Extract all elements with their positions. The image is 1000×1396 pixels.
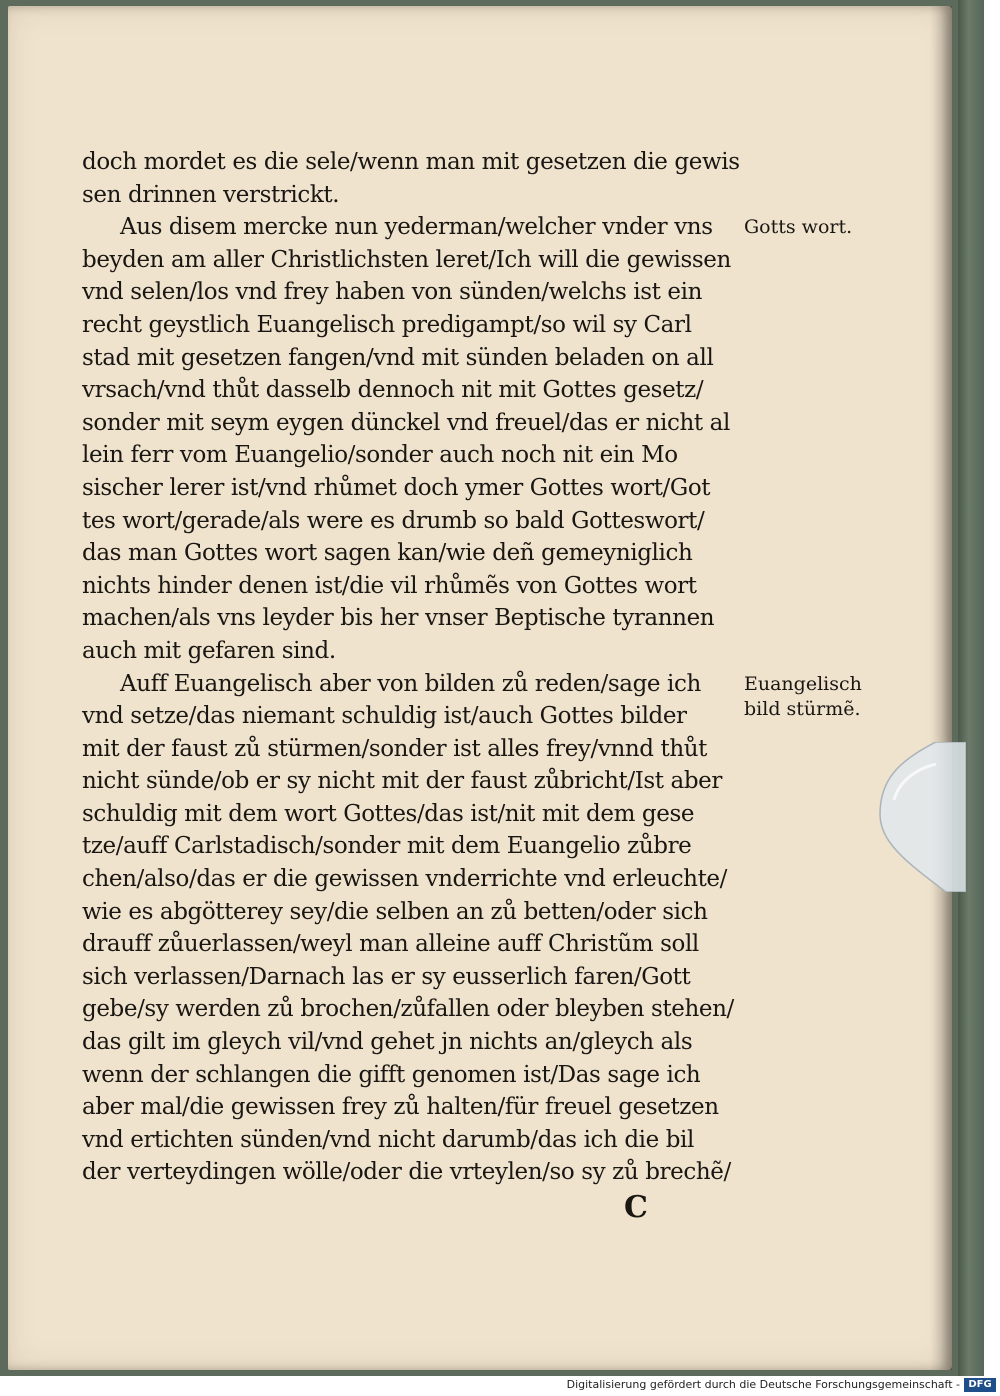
- margin-note-line: Euangelisch: [744, 672, 862, 695]
- text-line: nicht sünde/ob er sy nicht mit der faust zůbricht/Ist aber: [82, 768, 722, 795]
- text-line: gebe/sy werden zů brochen/zůfallen oder bleyben stehen/: [82, 996, 734, 1023]
- text-line: der verteydingen wölle/oder die vrteylen/so sy zů brechẽ/: [82, 1159, 731, 1186]
- text-line: lein ferr vom Euangelio/sonder auch noch nit ein Mo: [82, 442, 678, 469]
- text-line: chen/also/das er die gewissen vnderrichte vnd erleuchte/: [82, 866, 727, 893]
- margin-note: [744, 672, 862, 722]
- dfg-logo: DFG: [964, 1378, 996, 1392]
- text-line: aber mal/die gewissen frey zů halten/für freuel gesetzen: [82, 1094, 719, 1121]
- text-line: schuldig mit dem wort Gottes/das ist/nit mit dem gese: [82, 800, 695, 827]
- text-line: drauff zůuerlassen/weyl man alleine auff Christũm soll: [82, 931, 699, 958]
- text-line: machen/als vns leyder bis her vnser Beptische tyrannen: [82, 605, 715, 632]
- text-line: das gilt im gleych vil/vnd gehet jn nichts an/gleych als: [82, 1029, 693, 1056]
- margin-note-line: bild stürmẽ.: [744, 697, 861, 720]
- text-line: doch mordet es die sele/wenn man mit gesetzen die gewis: [82, 149, 740, 175]
- plastic-clip: [876, 742, 966, 892]
- margin-note: [744, 215, 852, 240]
- signature-mark: C: [624, 1190, 648, 1225]
- text-line: Auff Euangelisch aber von bilden zů reden/sage ich: [120, 670, 701, 697]
- text-line: tze/auff Carlstadisch/sonder mit dem Euangelio zůbre: [82, 833, 692, 860]
- text-line: mit der faust zů stürmen/sonder ist alles frey/vnnd thůt: [82, 735, 708, 762]
- text-line: vrsach/vnd thůt dasselb dennoch nit mit Gottes gesetz/: [82, 377, 704, 404]
- text-line: stad mit gesetzen fangen/vnd mit sünden beladen on all: [82, 344, 714, 371]
- margin-note-line: Gotts wort.: [744, 216, 853, 239]
- text-line: vnd setze/das niemant schuldig ist/auch Gottes bilder: [82, 703, 687, 730]
- footer-credit: Digitalisierung gefördert durch die Deutsche Forschungsgemeinschaft -: [566, 1378, 960, 1391]
- text-line: sonder mit seym eygen dünckel vnd freuel/das er nicht al: [82, 409, 730, 436]
- cover-edge: [958, 0, 984, 1376]
- text-line: Aus disem mercke nun yederman/welcher vnder vns: [120, 214, 713, 241]
- text-line: wie es abgötterey sey/die selben an zů betten/oder sich: [82, 898, 708, 925]
- text-line: sischer lerer ist/vnd rhůmet doch ymer Gottes wort/Got: [82, 474, 711, 501]
- text-line: das man Gottes wort sagen kan/wie deñ gemeyniglich: [82, 540, 693, 567]
- text-line: tes wort/gerade/als were es drumb so bald Gotteswort/: [82, 507, 705, 534]
- text-line: sen drinnen verstrickt.: [82, 181, 340, 208]
- page-fold-shadow: [930, 6, 952, 1370]
- text-line: auch mit gefaren sind.: [82, 637, 336, 664]
- text-line: beyden am aller Christlichsten leret/Ich will die gewissen: [82, 246, 731, 273]
- footer-bar: [0, 1376, 1000, 1396]
- text-line: wenn der schlangen die gifft genomen ist/Das sage ich: [82, 1061, 701, 1088]
- text-line: nichts hinder denen ist/die vil rhůmẽs von Gottes wort: [82, 572, 697, 599]
- text-line: vnd ertichten sünden/vnd nicht darumb/das ich die bil: [82, 1126, 694, 1153]
- text-line: vnd selen/los vnd frey haben von sünden/welchs ist ein: [82, 279, 702, 306]
- body-text: [82, 146, 752, 1189]
- text-line: sich verlassen/Darnach las er sy eusserlich faren/Gott: [82, 963, 691, 990]
- text-line: recht geystlich Euangelisch predigampt/so wil sy Carl: [82, 311, 692, 338]
